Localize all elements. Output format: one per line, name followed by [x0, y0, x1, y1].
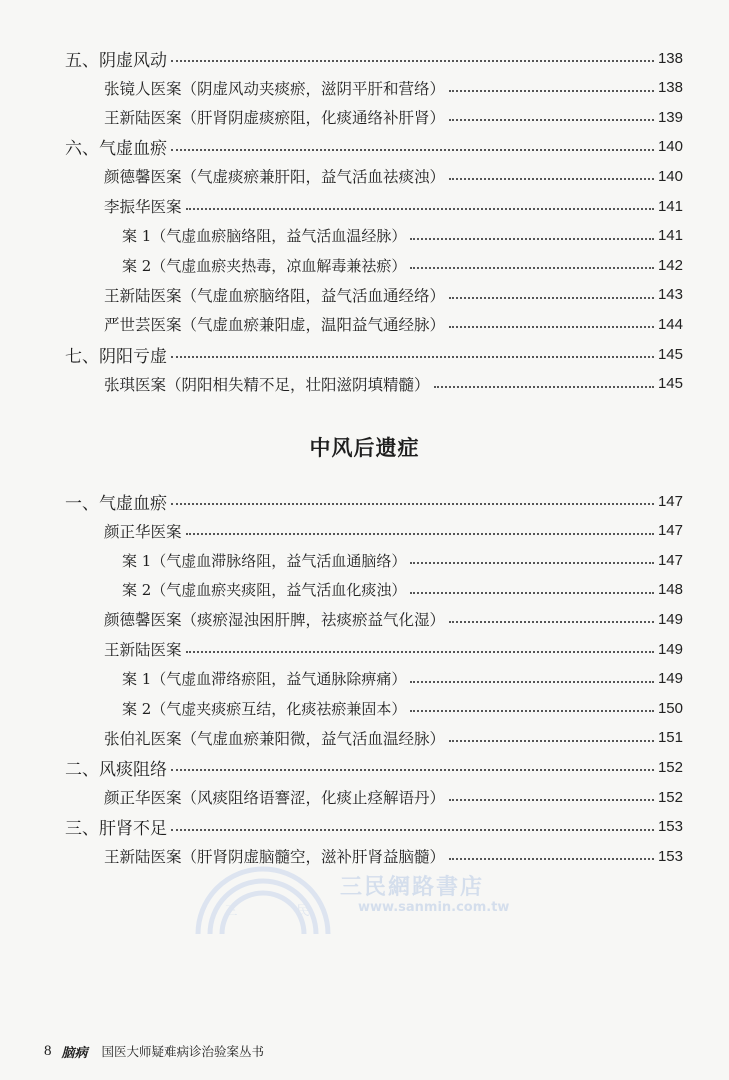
toc-entry-title: 案 2（气虚夹痰瘀互结，化痰祛瘀兼固本） — [122, 699, 407, 718]
toc-entry-page: 144 — [657, 315, 683, 333]
toc-entry-title: 案 1（气虚血瘀脑络阻，益气活血温经脉） — [122, 227, 407, 246]
toc-entry-page: 140 — [657, 167, 683, 185]
toc-entry-title: 五、阴虚风动 — [65, 50, 167, 71]
toc-leader-dots — [449, 178, 654, 180]
toc-entry-title: 颜德馨医案（痰瘀湿浊困肝脾，祛痰瘀益气化湿） — [104, 611, 446, 630]
toc-entry-page: 141 — [657, 197, 683, 215]
watermark-url: www.sanmin.com.tw — [358, 900, 510, 915]
toc-entry-page: 147 — [657, 551, 683, 569]
toc-entry — [0, 518, 729, 544]
toc-entry-page: 145 — [657, 375, 683, 393]
watermark-store-name: 三民網路書店 — [340, 875, 485, 900]
footer-page-number: 8 — [44, 1042, 52, 1059]
toc-entry-page: 140 — [657, 138, 683, 156]
toc-entry — [0, 134, 729, 160]
toc-entry — [0, 341, 729, 367]
toc-leader-dots — [171, 149, 654, 151]
toc-entry — [0, 784, 729, 810]
toc-leader-dots — [186, 651, 654, 653]
toc-entry — [0, 104, 729, 130]
toc-leader-dots — [410, 562, 654, 564]
toc-entry-title: 二、风痰阻络 — [65, 759, 167, 780]
toc-entry-page: 149 — [657, 610, 683, 628]
toc-entry — [0, 666, 729, 692]
toc-entry — [0, 814, 729, 840]
toc-leader-dots — [171, 769, 654, 771]
toc-entry — [0, 45, 729, 71]
page-footer — [44, 1040, 264, 1062]
toc-leader-dots — [171, 60, 654, 62]
watermark-badge-left: 三 — [224, 904, 238, 919]
toc-entry-title: 张琪医案（阴阳相失精不足，壮阳滋阴填精髓） — [104, 375, 430, 394]
toc-entry-page: 147 — [657, 522, 683, 540]
toc-leader-dots — [171, 829, 654, 831]
toc-entry-title: 颜德馨医案（气虚痰瘀兼肝阳，益气活血祛痰浊） — [104, 168, 446, 187]
toc-entry — [0, 252, 729, 278]
toc-leader-dots — [410, 681, 654, 683]
toc-entry — [0, 754, 729, 780]
toc-entry-page: 149 — [657, 640, 683, 658]
toc-entry-title: 六、气虚血瘀 — [65, 139, 167, 160]
toc-entry-title: 颜正华医案（风痰阻络语謇涩，化痰止痉解语丹） — [104, 789, 446, 807]
toc-leader-dots — [449, 90, 654, 92]
toc-entry — [0, 725, 729, 751]
toc-entry-page: 139 — [657, 108, 683, 126]
watermark-badge-right: 民 — [296, 904, 310, 919]
toc-leader-dots — [434, 386, 654, 388]
toc-entry-title: 七、阴阳亏虚 — [65, 346, 167, 367]
toc-entry-title: 三、肝肾不足 — [65, 819, 167, 840]
toc-entry — [0, 223, 729, 249]
toc-entry — [0, 193, 729, 219]
toc-leader-dots — [410, 710, 654, 712]
toc-leader-dots — [171, 503, 654, 505]
toc-entry — [0, 311, 729, 337]
toc-leader-dots — [410, 238, 654, 240]
footer-series-title: 国医大师疑难病诊治验案丛书 — [101, 1044, 265, 1059]
toc-leader-dots — [449, 621, 654, 623]
toc-entry-title: 案 1（气虚血滞脉络阻，益气活血通脑络） — [122, 551, 407, 570]
toc-leader-dots — [171, 356, 654, 358]
toc-entry — [0, 371, 729, 397]
section-heading: 中风后遗症 — [309, 436, 420, 460]
toc-entry-page: 148 — [657, 581, 683, 599]
toc-leader-dots — [449, 858, 654, 860]
footer-subject: 脑病 — [61, 1045, 88, 1061]
toc-leader-dots — [186, 533, 654, 535]
toc-entry-page: 153 — [657, 847, 683, 865]
toc-leader-dots — [186, 208, 654, 210]
toc-leader-dots — [449, 119, 654, 121]
toc-leader-dots — [410, 592, 654, 594]
toc-entry — [0, 488, 729, 514]
toc-entry-page: 138 — [657, 79, 683, 97]
toc-entry-title: 王新陆医案（肝肾阴虚脑髓空，滋补肝肾益脑髓） — [104, 848, 446, 867]
toc-entry-title: 严世芸医案（气虚血瘀兼阳虚，温阳益气通经脉） — [104, 316, 446, 335]
toc-entry-title: 颜正华医案 — [104, 522, 182, 541]
toc-entry — [0, 577, 729, 603]
toc-entry-page: 147 — [657, 492, 683, 510]
toc-entry-title: 王新陆医案（肝肾阴虚痰瘀阻，化痰通络补肝肾） — [104, 109, 446, 128]
toc-entry — [0, 547, 729, 573]
toc-entry-title: 案 1（气虚血滞络瘀阻，益气通脉除痹痛） — [122, 670, 407, 689]
toc-leader-dots — [449, 799, 654, 801]
toc-entry-page: 152 — [657, 788, 683, 806]
toc-entry-page: 150 — [657, 699, 683, 717]
toc-entry-title: 王新陆医案（气虚血瘀脑络阻，益气活血通经络） — [104, 286, 446, 305]
toc-entry — [0, 282, 729, 308]
toc-entry-page: 149 — [657, 670, 683, 688]
toc-entry — [0, 695, 729, 721]
toc-entry-page: 145 — [657, 345, 683, 363]
watermark-logo — [188, 864, 548, 944]
toc-entry-page: 138 — [657, 49, 683, 67]
toc-leader-dots — [449, 326, 654, 328]
toc-entry — [0, 75, 729, 101]
toc-entry-title: 张伯礼医案（气虚血瘀兼阳微，益气活血温经脉） — [104, 729, 446, 748]
toc-entry-title: 李振华医案 — [104, 198, 182, 216]
toc-entry-page: 141 — [657, 227, 683, 245]
toc-entry — [0, 636, 729, 662]
toc-entry-page: 153 — [657, 818, 683, 836]
toc-entry — [0, 606, 729, 632]
toc-leader-dots — [410, 267, 654, 269]
toc-leader-dots — [449, 740, 654, 742]
toc-entry-title: 案 2（气虚血瘀夹痰阻，益气活血化痰浊） — [122, 581, 407, 600]
toc-entry-title: 王新陆医案 — [104, 641, 182, 659]
toc-entry — [0, 163, 729, 189]
toc-entry-page: 142 — [657, 256, 683, 274]
toc-entry-page: 151 — [657, 729, 683, 747]
toc-entry-title: 张镜人医案（阴虚风动夹痰瘀，滋阴平肝和营络） — [104, 79, 446, 98]
toc-entry-page: 143 — [657, 286, 683, 304]
toc-entry-page: 152 — [657, 758, 683, 776]
toc-entry-title: 一、气虚血瘀 — [65, 493, 167, 514]
toc-leader-dots — [449, 297, 654, 299]
toc-entry-title: 案 2（气虚血瘀夹热毒，凉血解毒兼祛瘀） — [122, 256, 407, 275]
